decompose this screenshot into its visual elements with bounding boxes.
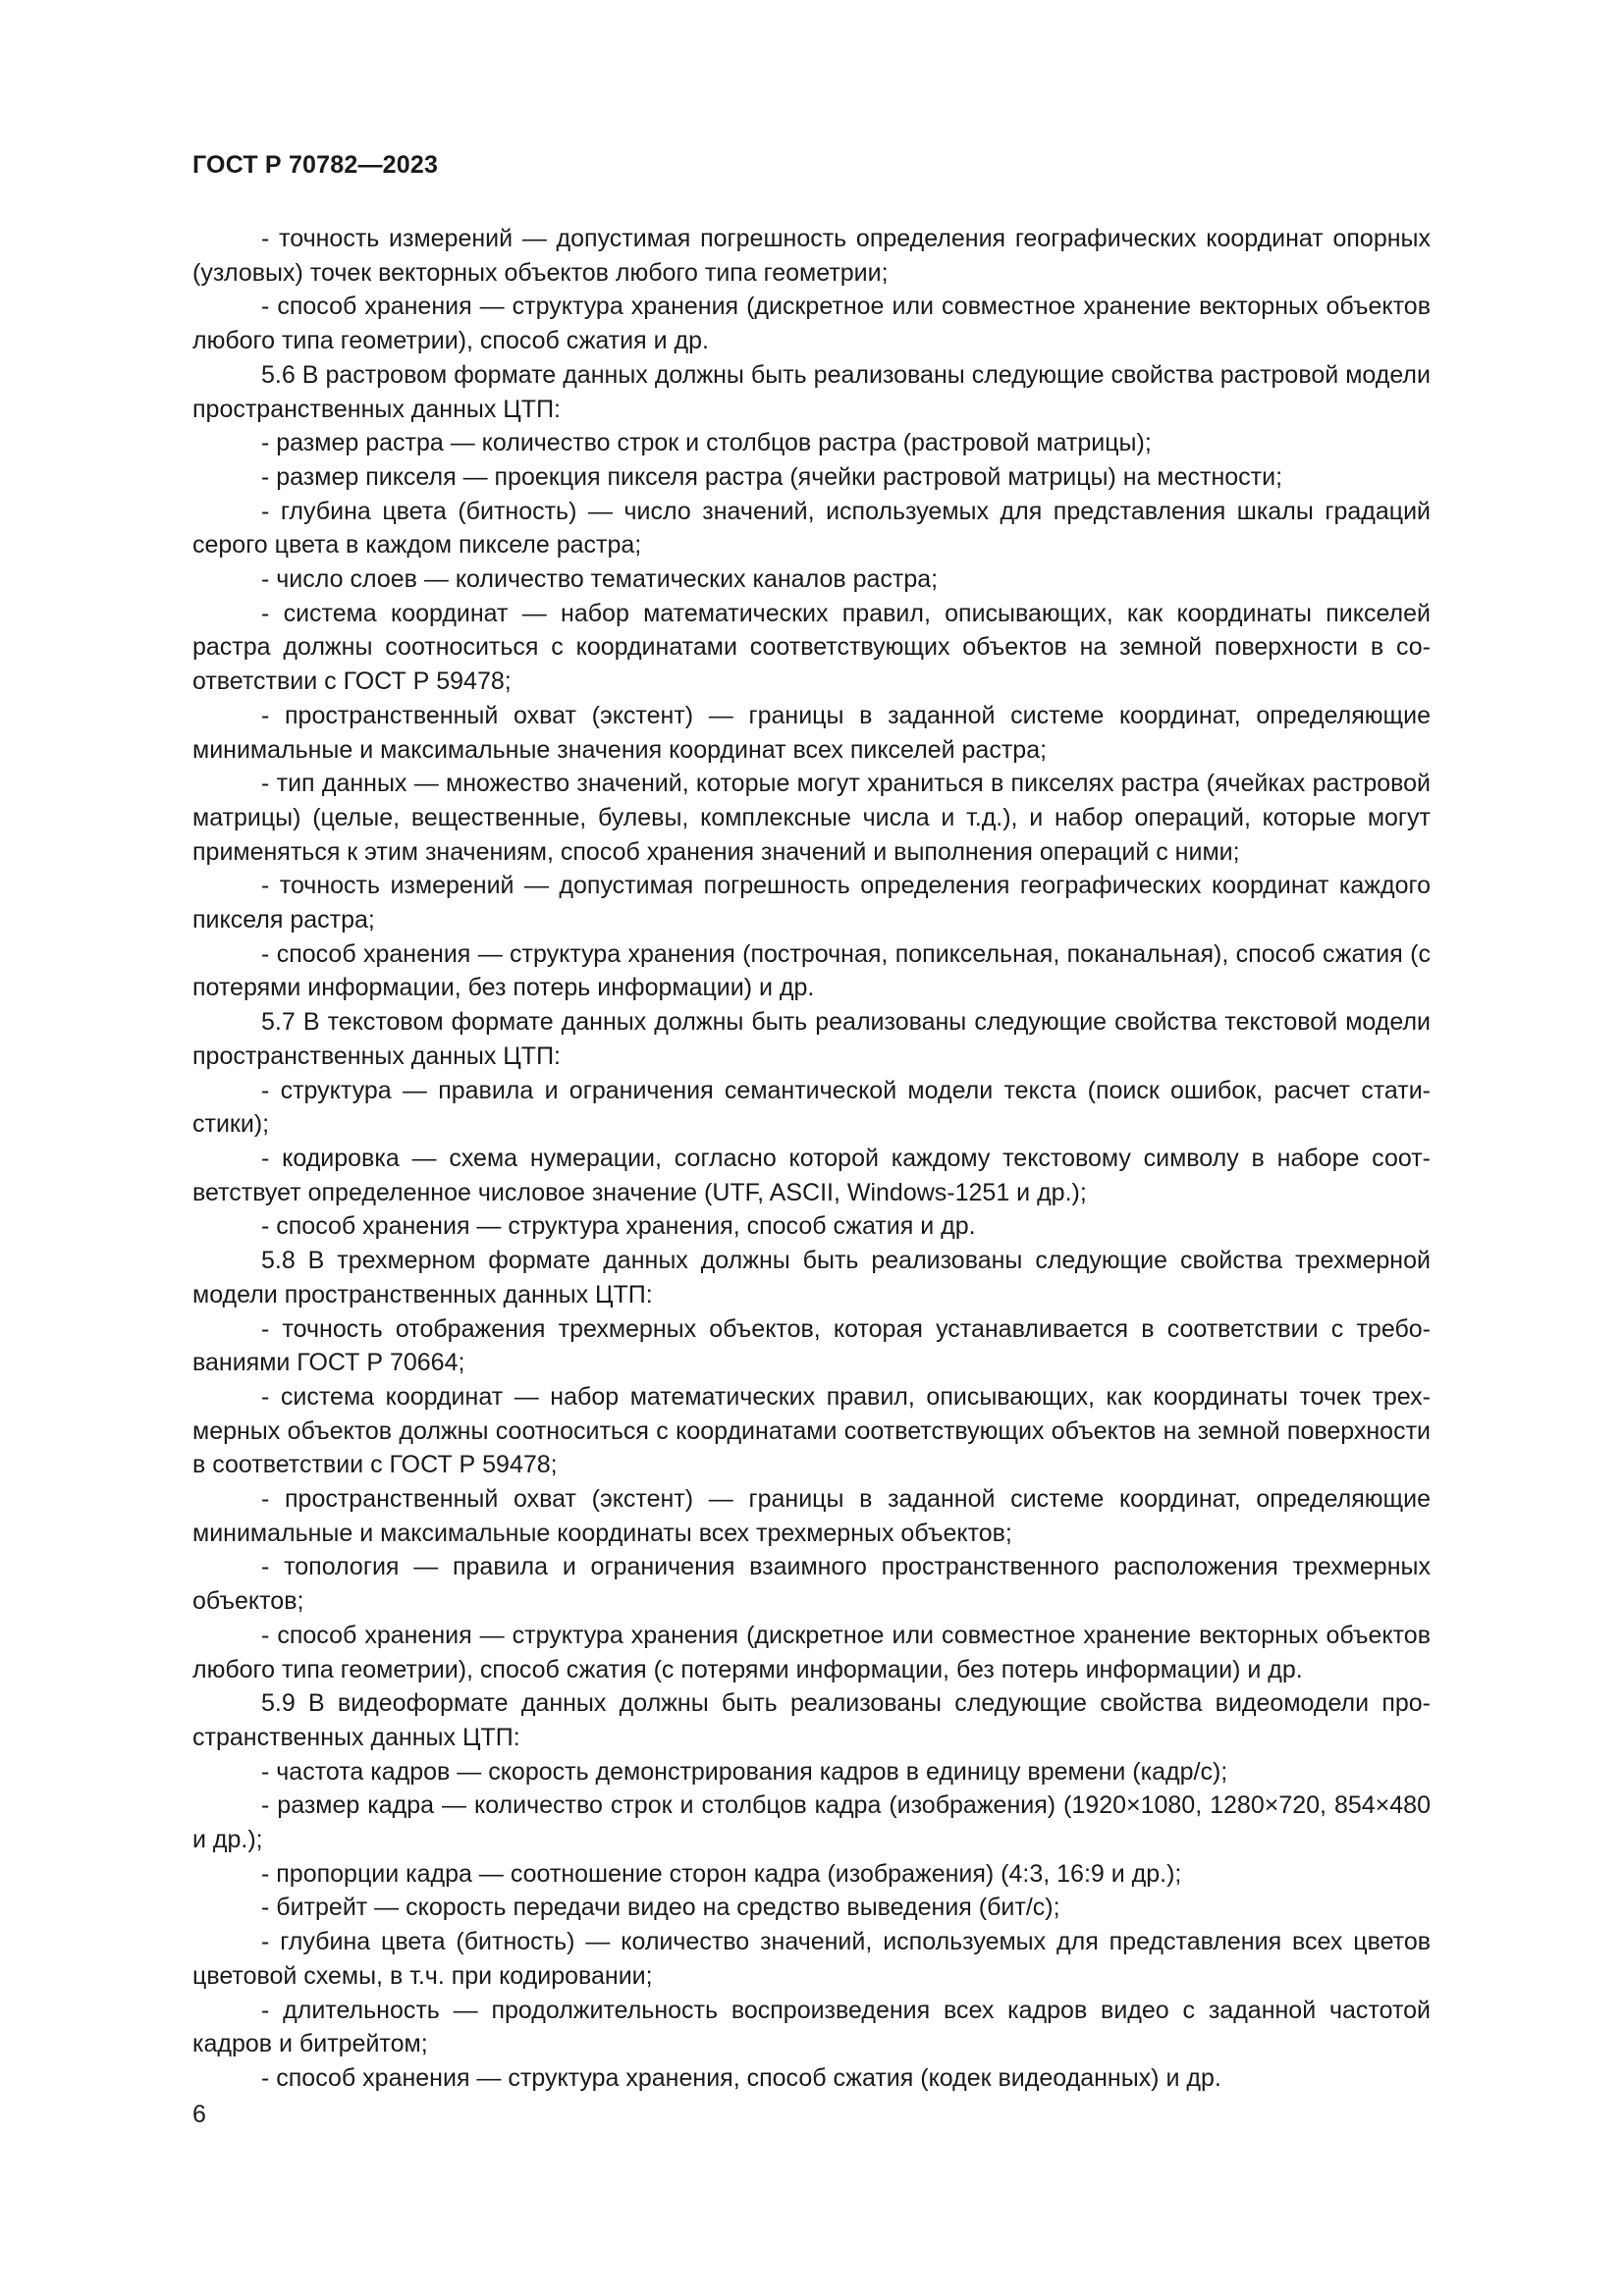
page-number: 6 [192, 2101, 206, 2128]
paragraph: - размер растра — количество строк и столбцов растра (растровой матрицы); [261, 429, 1152, 457]
paragraph: - глубина цвета (битность) — количество значений, используемых для представления всех цветов цветовой схемы, в т.ч. при кодировании; [192, 1928, 1431, 1990]
section-5-6-intro: 5.6 В растровом формате данных должны быть реализованы следующие свойства растровой модели пространственных данных ЦТП: [192, 360, 1431, 423]
paragraph: - способ хранения — структура хранения (построчная, попиксельная, поканальная), способ сжатия (с потерями информации, без потерь информации) и др. [192, 939, 1431, 1002]
paragraph: - точность измерений — допустимая погрешность определения географических координат опорных (узловых) точек векторных объектов любого типа геометрии; [192, 225, 1431, 287]
paragraph: - размер кадра — количество строк и столбцов кадра (изображения) (1920×1080, 1280×720, 854×480 и др.); [192, 1791, 1431, 1854]
paragraph: - способ хранения — структура хранения, способ сжатия (кодек видеоданных) и др. [261, 2063, 1221, 2092]
paragraph: - частота кадров — скорость демонстрирования кадров в единицу времени (кадр/с); [261, 1757, 1228, 1786]
paragraph: - структура — правила и ограничения семантической модели текста (поиск ошибок, расчет статистики); [192, 1076, 1431, 1139]
section-5-9-intro: 5.9 В видеоформате данных должны быть реализованы следующие свойства видеомодели пространственных данных ЦТП: [192, 1689, 1431, 1751]
paragraph: - длительность — продолжительность воспроизведения всех кадров видео с заданной частотой кадров и битрейтом; [192, 1996, 1431, 2058]
paragraph: - способ хранения — структура хранения (дискретное или совместное хранение векторных объектов любого типа геометрии), способ сжатия и др. [192, 293, 1431, 355]
paragraph: - битрейт — скорость передачи видео на средство выведения (бит/с); [261, 1894, 1060, 1922]
paragraph: - способ хранения — структура хранения, способ сжатия и др. [261, 1212, 976, 1241]
paragraph: - система координат — набор математических правил, описывающих, как координаты точек трехмерных объектов должны соотноситься с координатами соответствующих объектов на земной поверхности в соответствии с ГОСТ Р 59478; [192, 1382, 1431, 1479]
paragraph: - пропорции кадра — соотношение сторон кадра (изображения) (4:3, 16:9 и др.); [261, 1859, 1182, 1888]
paragraph: - размер пикселя — проекция пикселя растра (ячейки растровой матрицы) на местности; [261, 462, 1283, 491]
paragraph: - кодировка — схема нумерации, согласно которой каждому текстовому символу в наборе соответствует определенное числовое значение (UTF, ASCII, Windows-1251 и др.); [192, 1144, 1431, 1206]
paragraph: - тип данных — множество значений, которые могут храниться в пикселях растра (ячейках растровой матрицы) (целые, вещественные, булевы, комплексные числа и т.д.), и набор операций, которые могут применяться к этим значениям, способ хранения значений и выполнения операций с ними; [192, 770, 1431, 866]
paragraph: - точность измерений — допустимая погрешность определения географических координат каждого пикселя растра; [192, 872, 1431, 934]
standard-header: ГОСТ Р 70782—2023 [192, 151, 439, 179]
paragraph: - способ хранения — структура хранения (дискретное или совместное хранение векторных объектов любого типа геометрии), способ сжатия (с потерями информации, без потерь информации) и др. [192, 1621, 1431, 1683]
paragraph: - пространственный охват (экстент) — границы в заданной системе координат, определяющие минимальные и максимальные координаты всех трехмерных объектов; [192, 1485, 1431, 1547]
body-text [192, 222, 1431, 2096]
paragraph: - глубина цвета (битность) — число значений, используемых для представления шкалы градаций серого цвета в каждом пикселе растра; [192, 497, 1431, 560]
paragraph: - пространственный охват (экстент) — границы в заданной системе координат, определяющие минимальные и максимальные значения координат всех пикселей растра; [192, 701, 1431, 764]
section-5-8-intro: 5.8 В трехмерном формате данных должны быть реализованы следующие свойства трехмерной модели пространственных данных ЦТП: [192, 1247, 1431, 1308]
section-5-7-intro: 5.7 В текстовом формате данных должны быть реализованы следующие свойства текстовой модели пространственных данных ЦТП: [192, 1008, 1431, 1070]
paragraph: - топология — правила и ограничения взаимного пространственного расположения трехмерных объектов; [192, 1553, 1431, 1616]
paragraph: - система координат — набор математических правил, описывающих, как координаты пикселей растра должны соотноситься с координатами соответствующих объектов на земной поверхности в соответствии с ГОСТ Р 59478; [192, 599, 1431, 696]
paragraph: - точность отображения трехмерных объектов, которая устанавливается в соответствии с требованиями ГОСТ Р 70664; [192, 1314, 1431, 1377]
paragraph: - число слоев — количество тематических каналов растра; [261, 565, 939, 594]
